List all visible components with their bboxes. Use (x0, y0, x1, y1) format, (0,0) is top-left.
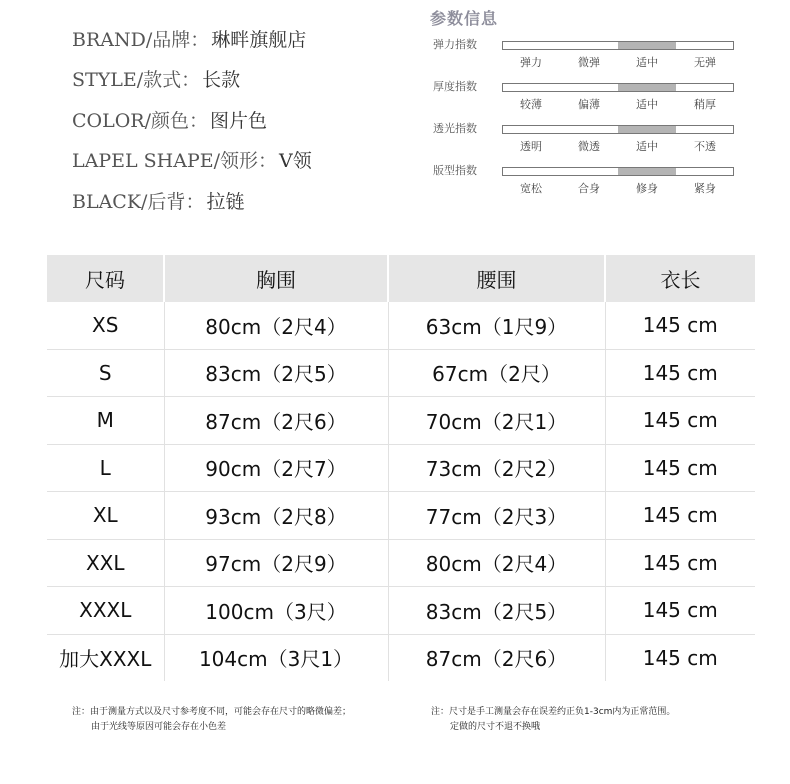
cell-chest: 97cm（2尺9） (164, 539, 388, 587)
scale-bar (502, 125, 734, 134)
table-row (47, 587, 755, 635)
scale-bar (502, 167, 734, 176)
scale-label: 厚度指数 (433, 80, 477, 93)
cell-waist: 73cm（2尺2） (388, 444, 605, 492)
product-info (72, 18, 412, 221)
cell-size: S (47, 349, 164, 397)
info-key: STYLE/款式 (72, 69, 182, 92)
cell-length: 145 cm (605, 397, 755, 445)
scale-option: 适中 (636, 56, 658, 69)
scale-option: 偏薄 (578, 98, 600, 111)
scale-option: 不透 (694, 140, 716, 153)
cell-size: XL (47, 492, 164, 540)
scale-indicator (618, 84, 676, 91)
params-title: 参数信息 (430, 9, 499, 28)
info-value: 长款 (202, 69, 241, 92)
info-value: 拉链 (206, 190, 245, 213)
table-row (47, 539, 755, 587)
scale-option: 修身 (636, 182, 658, 195)
table-row (47, 492, 755, 540)
scale-option: 宽松 (520, 182, 542, 195)
cell-waist: 70cm（2尺1） (388, 397, 605, 445)
cell-waist: 77cm（2尺3） (388, 492, 605, 540)
table-row (47, 444, 755, 492)
scale-option: 稍厚 (694, 98, 716, 111)
scale-option: 微弹 (578, 56, 600, 69)
footnote-line: 注：尺寸是手工测量会存在误差约正负1-3cm内为正常范围。 (431, 707, 676, 717)
table-row (47, 349, 755, 397)
params-panel (430, 6, 750, 200)
cell-waist: 63cm（1尺9） (388, 302, 605, 349)
cell-size: XXL (47, 539, 164, 587)
header-length: 衣长 (605, 255, 755, 302)
footnote-right (431, 705, 675, 735)
cell-waist: 80cm（2尺4） (388, 539, 605, 587)
table-header-row (47, 255, 755, 302)
scale-label: 弹力指数 (433, 38, 477, 51)
scale-thickness (430, 74, 750, 116)
scale-option: 紧身 (694, 182, 716, 195)
cell-chest: 87cm（2尺6） (164, 397, 388, 445)
info-key: COLOR/颜色 (72, 109, 190, 132)
table-row (47, 634, 755, 681)
scale-option: 较薄 (520, 98, 542, 111)
cell-chest: 104cm（3尺1） (164, 634, 388, 681)
info-value: 琳畔旗舰店 (211, 28, 307, 51)
scale-option: 无弹 (694, 56, 716, 69)
cell-chest: 83cm（2尺5） (164, 349, 388, 397)
scale-indicator (618, 168, 676, 175)
cell-size: XXXL (47, 587, 164, 635)
cell-length: 145 cm (605, 302, 755, 349)
cell-length: 145 cm (642, 645, 718, 670)
table-row (47, 302, 755, 349)
header-chest: 胸围 (164, 255, 388, 302)
scale-options (502, 96, 734, 112)
cell-size: 加大XXXL (47, 634, 164, 681)
info-colon: ： (258, 150, 278, 173)
header-waist: 腰围 (388, 255, 605, 302)
info-row-style (72, 59, 412, 100)
scale-option: 适中 (636, 98, 658, 111)
cell-size: L (47, 444, 164, 492)
cell-size: M (47, 397, 164, 445)
cell-length: 145 cm (605, 349, 755, 397)
cell-chest: 80cm（2尺4） (164, 302, 388, 349)
scale-indicator (618, 42, 676, 49)
info-value: 图片色 (210, 109, 268, 132)
cell-chest: 93cm（2尺8） (164, 492, 388, 540)
scale-option: 弹力 (520, 56, 542, 69)
info-value: V领 (279, 150, 312, 173)
scale-options (502, 180, 734, 196)
cell-chest: 100cm（3尺） (164, 587, 388, 635)
table-row (47, 397, 755, 445)
scale-label: 透光指数 (433, 122, 477, 135)
info-colon: ： (190, 28, 210, 51)
size-table (47, 255, 755, 681)
scale-fit (430, 158, 750, 200)
info-row-back (72, 180, 412, 221)
info-row-color (72, 99, 412, 140)
scale-options (502, 138, 734, 154)
cell-length: 145 cm (605, 539, 755, 587)
scale-option: 微透 (578, 140, 600, 153)
info-row-lapel (72, 140, 412, 181)
header-size: 尺码 (47, 255, 164, 302)
scale-elasticity (430, 32, 750, 74)
footnote-left (72, 705, 351, 735)
info-colon: ： (181, 69, 201, 92)
footnote-line: 注：由于测量方式以及尺寸参考度不同，可能会存在尺寸的略微偏差； (72, 707, 352, 717)
footnote-line: 由于光线等原因可能会存在小色差 (91, 722, 227, 732)
scale-options (502, 54, 734, 70)
scale-option: 合身 (578, 182, 600, 195)
cell-length: 145 cm (605, 587, 755, 635)
scale-bar (502, 83, 734, 92)
info-key: LAPEL SHAPE/领形 (72, 150, 259, 173)
scale-option: 适中 (636, 140, 658, 153)
info-row-brand (72, 18, 412, 59)
scale-bar (502, 41, 734, 50)
info-key: BRAND/品牌 (72, 28, 191, 51)
cell-waist: 67cm（2尺） (388, 349, 605, 397)
cell-length: 145 cm (605, 492, 755, 540)
scale-transparency (430, 116, 750, 158)
info-colon: ： (185, 190, 205, 213)
info-colon: ： (189, 109, 209, 132)
cell-waist: 83cm（2尺5） (388, 587, 605, 635)
cell-waist: 87cm（2尺6） (388, 634, 605, 681)
scale-option: 透明 (520, 140, 542, 153)
cell-chest: 90cm（2尺7） (164, 444, 388, 492)
cell-size: XS (47, 302, 164, 349)
scale-indicator (618, 126, 676, 133)
info-key: BLACK/后背 (72, 190, 186, 213)
footnote-line: 定做的尺寸不退不换哦 (450, 722, 541, 732)
scale-label: 版型指数 (433, 164, 477, 177)
cell-length: 145 cm (605, 444, 755, 492)
